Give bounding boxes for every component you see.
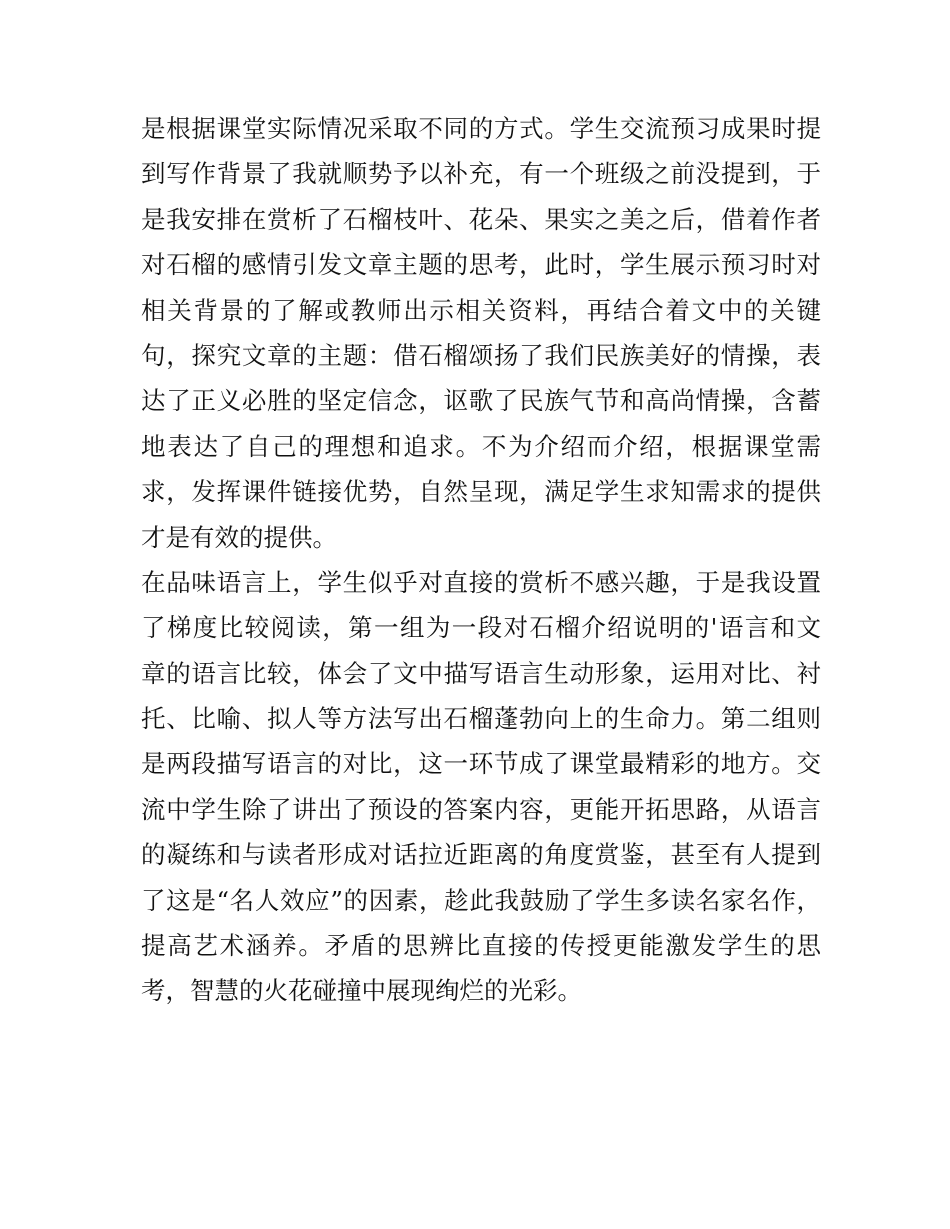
document-body	[141, 106, 821, 1014]
paragraph-line: 托、比喻、拟人等方法写出石榴蓬勃向上的生命力。第二组则	[141, 704, 821, 734]
paragraph-1	[141, 106, 821, 560]
paragraph-line: 提高艺术涵养。矛盾的思辨比直接的传授更能激发学生的思	[141, 931, 821, 961]
paragraph-line: 流中学生除了讲出了预设的答案内容，更能开拓思路，从语言	[141, 794, 821, 824]
paragraph-2	[141, 560, 821, 1014]
paragraph-line: 在品味语言上，学生似乎对直接的赏析不感兴趣，于是我设置	[141, 567, 821, 597]
paragraph-line: 是根据课堂实际情况采取不同的方式。学生交流预习成果时提	[141, 114, 821, 143]
paragraph-line: 了梯度比较阅读，第一组为一段对石榴介绍说明的'语言和文	[141, 613, 821, 643]
paragraph-line: 才是有效的提供。	[141, 522, 337, 552]
paragraph-line: 到写作背景了我就顺势予以补充，有一个班级之前没提到，于	[141, 159, 821, 189]
paragraph-line: 达了正义必胜的坚定信念，讴歌了民族气节和高尚情操，含蓄	[141, 386, 821, 416]
paragraph-line: 对石榴的感情引发文章主题的思考，此时，学生展示预习时对	[141, 250, 821, 280]
paragraph-line: 的凝练和与读者形成对话拉近距离的角度赏鉴，甚至有人提到	[141, 840, 821, 870]
paragraph-line: 章的语言比较，体会了文中描写语言生动形象，运用对比、衬	[141, 658, 821, 688]
paragraph-line: 地表达了自己的理想和追求。不为介绍而介绍，根据课堂需	[141, 431, 821, 461]
paragraph-line: 了这是“名人效应”的因素，趁此我鼓励了学生多读名家名作，	[141, 885, 821, 915]
paragraph-line: 考，智慧的火花碰撞中展现绚烂的光彩。	[141, 976, 582, 1006]
paragraph-line: 句，探究文章的主题：借石榴颂扬了我们民族美好的情操，表	[141, 340, 821, 370]
paragraph-line: 相关背景的了解或教师出示相关资料，再结合着文中的关键	[141, 295, 821, 325]
paragraph-line: 求，发挥课件链接优势，自然呈现，满足学生求知需求的提供	[141, 477, 821, 507]
paragraph-line: 是我安排在赏析了石榴枝叶、花朵、果实之美之后，借着作者	[141, 204, 821, 234]
paragraph-line: 是两段描写语言的对比，这一环节成了课堂最精彩的地方。交	[141, 749, 821, 779]
